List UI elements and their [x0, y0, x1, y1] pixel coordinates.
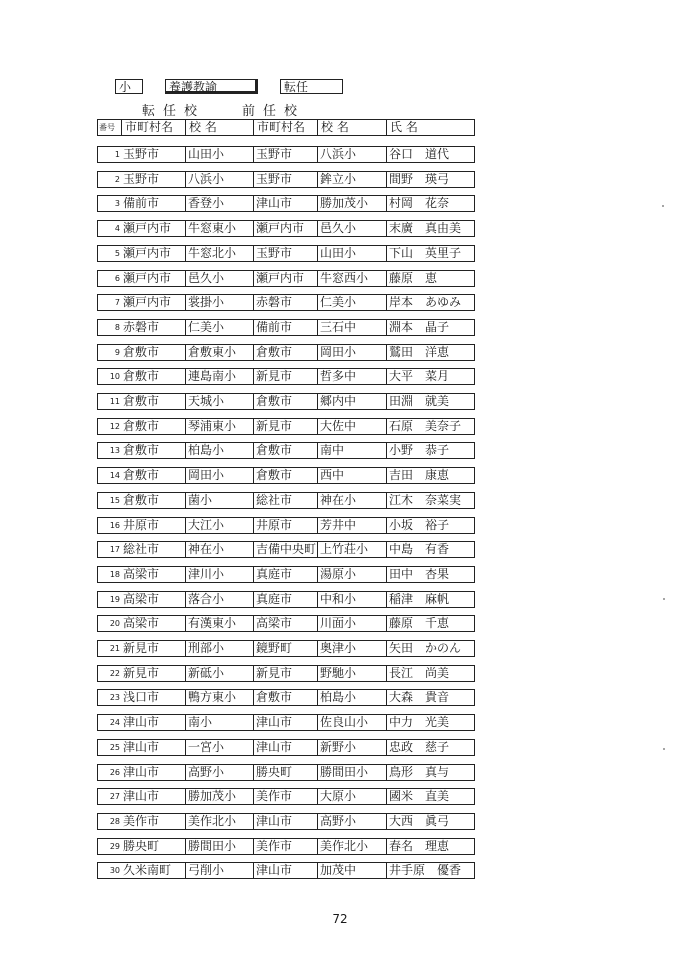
old-school-cell: 奥津小	[317, 641, 386, 656]
row-number: 8	[114, 323, 120, 332]
table-row	[97, 442, 475, 459]
row-number: 15	[109, 496, 120, 505]
new-city-cell: 玉野市	[123, 172, 160, 186]
old-city-cell: 新見市	[253, 666, 317, 681]
old-school-cell: 野馳小	[317, 666, 386, 681]
new-school-cell: 岡田小	[185, 468, 253, 483]
old-city-cell: 玉野市	[253, 147, 317, 162]
old-city-cell: 美作市	[253, 839, 317, 854]
row-number: 7	[114, 298, 120, 307]
new-school-cell: 牛窓東小	[185, 221, 253, 236]
new-school-cell: 邑久小	[185, 271, 253, 286]
new-school-cell: 南小	[185, 715, 253, 730]
old-school-cell: 加茂中	[317, 863, 386, 878]
old-school-cell: 高野小	[317, 814, 386, 829]
new-school-cell: 弓削小	[185, 863, 253, 878]
new-school-cell: 高野小	[185, 765, 253, 780]
new-city-cell: 久米南町	[123, 863, 172, 877]
table-row	[97, 665, 475, 682]
old-city-cell: 真庭市	[253, 592, 317, 607]
teacher-name-cell: 江木 奈菜実	[386, 493, 474, 508]
row-number: 1	[114, 150, 120, 159]
new-school-cell: 津川小	[185, 567, 253, 582]
old-school-cell: 神在小	[317, 493, 386, 508]
old-city-cell: 津山市	[253, 863, 317, 878]
table-row	[97, 591, 475, 608]
old-city-cell: 高梁市	[253, 616, 317, 631]
new-school-cell: 勝間田小	[185, 839, 253, 854]
new-school-cell: 鴨方東小	[185, 690, 253, 705]
old-school-cell: 邑久小	[317, 221, 386, 236]
old-city-cell: 瀬戸内市	[253, 271, 317, 286]
new-city-cell: 新見市	[123, 641, 160, 655]
new-city-cell: 美作市	[123, 814, 160, 828]
row-number: 10	[109, 372, 120, 381]
row-number: 26	[109, 768, 120, 777]
old-city-cell: 津山市	[253, 740, 317, 755]
new-city-cell: 勝央町	[123, 839, 160, 853]
row-number: 27	[109, 792, 120, 801]
old-school-cell: 山田小	[317, 246, 386, 261]
old-city-cell: 美作市	[253, 789, 317, 804]
scan-speck	[663, 598, 665, 600]
old-city-cell: 玉野市	[253, 172, 317, 187]
old-school-cell: 芳井中	[317, 518, 386, 533]
new-city-cell: 井原市	[123, 518, 160, 532]
row-number: 11	[109, 397, 120, 406]
teacher-name-cell: 鳥形 真与	[386, 765, 474, 780]
old-city-cell: 赤磐市	[253, 295, 317, 310]
new-city-cell: 倉敷市	[123, 468, 160, 482]
row-number: 25	[109, 743, 120, 752]
teacher-name-cell: 小坂 裕子	[386, 518, 474, 533]
row-number: 13	[109, 446, 120, 455]
row-number: 23	[109, 693, 120, 702]
new-school-cell: 有漢東小	[185, 616, 253, 631]
new-school-cell: 裳掛小	[185, 295, 253, 310]
row-number: 2	[114, 175, 120, 184]
new-city-cell: 浅口市	[123, 690, 160, 704]
new-school-cell: 大江小	[185, 518, 253, 533]
table-row	[97, 541, 475, 558]
table-row	[97, 566, 475, 583]
row-number: 21	[109, 644, 120, 653]
table-row	[97, 368, 475, 385]
row-number: 22	[109, 669, 120, 678]
new-school-cell: 美作北小	[185, 814, 253, 829]
table-row	[97, 418, 475, 435]
teacher-name-cell: 井手原 優香	[386, 863, 474, 878]
row-number: 28	[109, 817, 120, 826]
new-school-cell: 仁美小	[185, 320, 253, 335]
old-city-cell: 新見市	[253, 369, 317, 384]
table-row	[97, 171, 475, 188]
new-school-cell: 倉敷東小	[185, 345, 253, 360]
new-school-cell: 菌小	[185, 493, 253, 508]
table-row	[97, 764, 475, 781]
column-header-new-school: 校 名	[185, 120, 253, 135]
old-school-cell: 川面小	[317, 616, 386, 631]
new-school-cell: 新砥小	[185, 666, 253, 681]
new-city-cell: 高梁市	[123, 567, 160, 581]
new-city-cell: 津山市	[123, 765, 160, 779]
old-city-cell: 鏡野町	[253, 641, 317, 656]
table-row	[97, 714, 475, 731]
old-school-cell: 鉾立小	[317, 172, 386, 187]
new-city-cell: 倉敷市	[123, 394, 160, 408]
new-school-cell: 連島南小	[185, 369, 253, 384]
teacher-name-cell: 稲津 麻帆	[386, 592, 474, 607]
table-row	[97, 739, 475, 756]
old-city-cell: 井原市	[253, 518, 317, 533]
table-row	[97, 270, 475, 287]
teacher-name-cell: 矢田 かのん	[386, 641, 474, 656]
new-city-cell: 津山市	[123, 740, 160, 754]
new-city-cell: 倉敷市	[123, 345, 160, 359]
new-city-cell: 総社市	[123, 542, 160, 556]
old-school-cell: 大佐中	[317, 419, 386, 434]
new-school-cell: 香登小	[185, 196, 253, 211]
old-school-cell: 佐良山小	[317, 715, 386, 730]
new-city-cell: 津山市	[123, 715, 160, 729]
new-city-cell: 倉敷市	[123, 369, 160, 383]
new-school-cell: 刑部小	[185, 641, 253, 656]
old-city-cell: 倉敷市	[253, 690, 317, 705]
new-city-cell: 倉敷市	[123, 419, 160, 433]
new-city-cell: 高梁市	[123, 592, 160, 606]
table-row	[97, 344, 475, 361]
page-number: 72	[332, 912, 348, 926]
row-number: 5	[114, 249, 120, 258]
teacher-name-cell: 忠政 慈子	[386, 740, 474, 755]
job-title-label: 養護教諭	[165, 79, 258, 94]
new-school-cell: 柏島小	[185, 443, 253, 458]
old-school-cell: 牛窓西小	[317, 271, 386, 286]
old-city-cell: 備前市	[253, 320, 317, 335]
old-school-cell: 柏島小	[317, 690, 386, 705]
teacher-name-cell: 藤原 千恵	[386, 616, 474, 631]
new-city-cell: 瀬戸内市	[123, 271, 172, 285]
new-school-cell: 神在小	[185, 542, 253, 557]
table-row	[97, 640, 475, 657]
new-city-cell: 瀬戸内市	[123, 221, 172, 235]
new-school-cell: 落合小	[185, 592, 253, 607]
table-row	[97, 813, 475, 830]
row-number: 20	[109, 619, 120, 628]
old-city-cell: 津山市	[253, 814, 317, 829]
table-row	[97, 492, 475, 509]
new-school-cell: 牛窓北小	[185, 246, 253, 261]
new-school-cell: 勝加茂小	[185, 789, 253, 804]
old-school-cell: 上竹荘小	[317, 542, 386, 557]
new-school-cell: 琴浦東小	[185, 419, 253, 434]
teacher-name-cell: 村岡 花奈	[386, 196, 474, 211]
old-city-cell: 倉敷市	[253, 443, 317, 458]
new-city-cell: 新見市	[123, 666, 160, 680]
old-school-cell: 美作北小	[317, 839, 386, 854]
column-header-old-school: 校 名	[317, 120, 386, 135]
new-city-cell: 瀬戸内市	[123, 246, 172, 260]
new-city-cell: 倉敷市	[123, 443, 160, 457]
teacher-name-cell: 下山 英里子	[386, 246, 474, 261]
teacher-name-cell: 小野 恭子	[386, 443, 474, 458]
table-row	[97, 220, 475, 237]
old-school-cell: 新野小	[317, 740, 386, 755]
column-header-new-city: 市町村名	[121, 120, 185, 135]
row-number: 14	[109, 471, 120, 480]
new-school-group-heading: 転任校	[142, 104, 206, 119]
teacher-name-cell: 石原 美奈子	[386, 419, 474, 434]
old-school-cell: 湯原小	[317, 567, 386, 582]
old-school-cell: 勝間田小	[317, 765, 386, 780]
teacher-name-cell: 谷口 道代	[386, 147, 474, 162]
teacher-name-cell: 間野 瑛弓	[386, 172, 474, 187]
row-number: 18	[109, 570, 120, 579]
old-school-cell: 大原小	[317, 789, 386, 804]
old-city-cell: 瀬戸内市	[253, 221, 317, 236]
table-row	[97, 689, 475, 706]
old-city-cell: 新見市	[253, 419, 317, 434]
teacher-name-cell: 大平 菜月	[386, 369, 474, 384]
row-number: 19	[109, 595, 120, 604]
old-school-cell: 勝加茂小	[317, 196, 386, 211]
row-number: 30	[109, 866, 120, 875]
teacher-name-cell: 大西 眞弓	[386, 814, 474, 829]
old-school-cell: 八浜小	[317, 147, 386, 162]
teacher-name-cell: 田中 杏果	[386, 567, 474, 582]
column-header-number: 番号	[99, 123, 115, 132]
old-city-cell: 津山市	[253, 715, 317, 730]
old-school-cell: 中和小	[317, 592, 386, 607]
new-city-cell: 備前市	[123, 196, 160, 210]
table-row	[97, 615, 475, 632]
old-school-cell: 南中	[317, 443, 386, 458]
old-school-group-heading: 前任校	[242, 104, 306, 119]
old-city-cell: 倉敷市	[253, 468, 317, 483]
table-row	[97, 146, 475, 163]
row-number: 12	[109, 422, 120, 431]
old-school-cell: 郷内中	[317, 394, 386, 409]
table-row	[97, 393, 475, 410]
teacher-name-cell: 淵本 晶子	[386, 320, 474, 335]
new-city-cell: 津山市	[123, 789, 160, 803]
table-row	[97, 788, 475, 805]
row-number: 17	[109, 545, 120, 554]
scan-speck	[662, 205, 664, 207]
teacher-name-cell: 中力 光美	[386, 715, 474, 730]
row-number: 16	[109, 521, 120, 530]
teacher-name-cell: 大森 貴音	[386, 690, 474, 705]
row-number: 24	[109, 718, 120, 727]
new-city-cell: 玉野市	[123, 147, 160, 161]
row-number: 4	[114, 224, 120, 233]
old-city-cell: 勝央町	[253, 765, 317, 780]
column-header-name: 氏 名	[386, 120, 474, 135]
new-school-cell: 八浜小	[185, 172, 253, 187]
teacher-name-cell: 中島 有香	[386, 542, 474, 557]
old-city-cell: 玉野市	[253, 246, 317, 261]
teacher-name-cell: 吉田 康恵	[386, 468, 474, 483]
teacher-name-cell: 春名 理恵	[386, 839, 474, 854]
old-city-cell: 真庭市	[253, 567, 317, 582]
table-row	[97, 467, 475, 484]
row-number: 29	[109, 842, 120, 851]
teacher-name-cell: 長江 尚美	[386, 666, 474, 681]
table-row	[97, 319, 475, 336]
new-school-cell: 山田小	[185, 147, 253, 162]
table-row	[97, 245, 475, 262]
teacher-name-cell: 末廣 真由美	[386, 221, 474, 236]
table-row	[97, 517, 475, 534]
new-city-cell: 赤磐市	[123, 320, 160, 334]
old-city-cell: 吉備中央町	[253, 542, 317, 557]
school-type-label: 小	[115, 79, 143, 94]
scan-speck	[663, 748, 665, 750]
row-number: 9	[114, 348, 120, 357]
teacher-name-cell: 鷲田 洋恵	[386, 345, 474, 360]
old-school-cell: 仁美小	[317, 295, 386, 310]
new-city-cell: 倉敷市	[123, 493, 160, 507]
row-number: 6	[114, 274, 120, 283]
teacher-name-cell: 岸本 あゆみ	[386, 295, 474, 310]
new-school-cell: 天城小	[185, 394, 253, 409]
old-city-cell: 倉敷市	[253, 394, 317, 409]
old-city-cell: 津山市	[253, 196, 317, 211]
old-city-cell: 総社市	[253, 493, 317, 508]
column-header-old-city: 市町村名	[253, 120, 317, 135]
table-row	[97, 862, 475, 879]
new-city-cell: 瀬戸内市	[123, 295, 172, 309]
old-school-cell: 西中	[317, 468, 386, 483]
old-city-cell: 倉敷市	[253, 345, 317, 360]
table-row	[97, 195, 475, 212]
move-type-label: 転任	[280, 79, 343, 94]
table-row	[97, 838, 475, 855]
row-number: 3	[114, 199, 120, 208]
table-header	[97, 119, 475, 136]
new-city-cell: 高梁市	[123, 616, 160, 630]
table-row	[97, 294, 475, 311]
teacher-name-cell: 田淵 就美	[386, 394, 474, 409]
new-school-cell: 一宮小	[185, 740, 253, 755]
teacher-name-cell: 國米 直美	[386, 789, 474, 804]
teacher-name-cell: 藤原 恵	[386, 271, 474, 286]
old-school-cell: 岡田小	[317, 345, 386, 360]
old-school-cell: 哲多中	[317, 369, 386, 384]
old-school-cell: 三石中	[317, 320, 386, 335]
